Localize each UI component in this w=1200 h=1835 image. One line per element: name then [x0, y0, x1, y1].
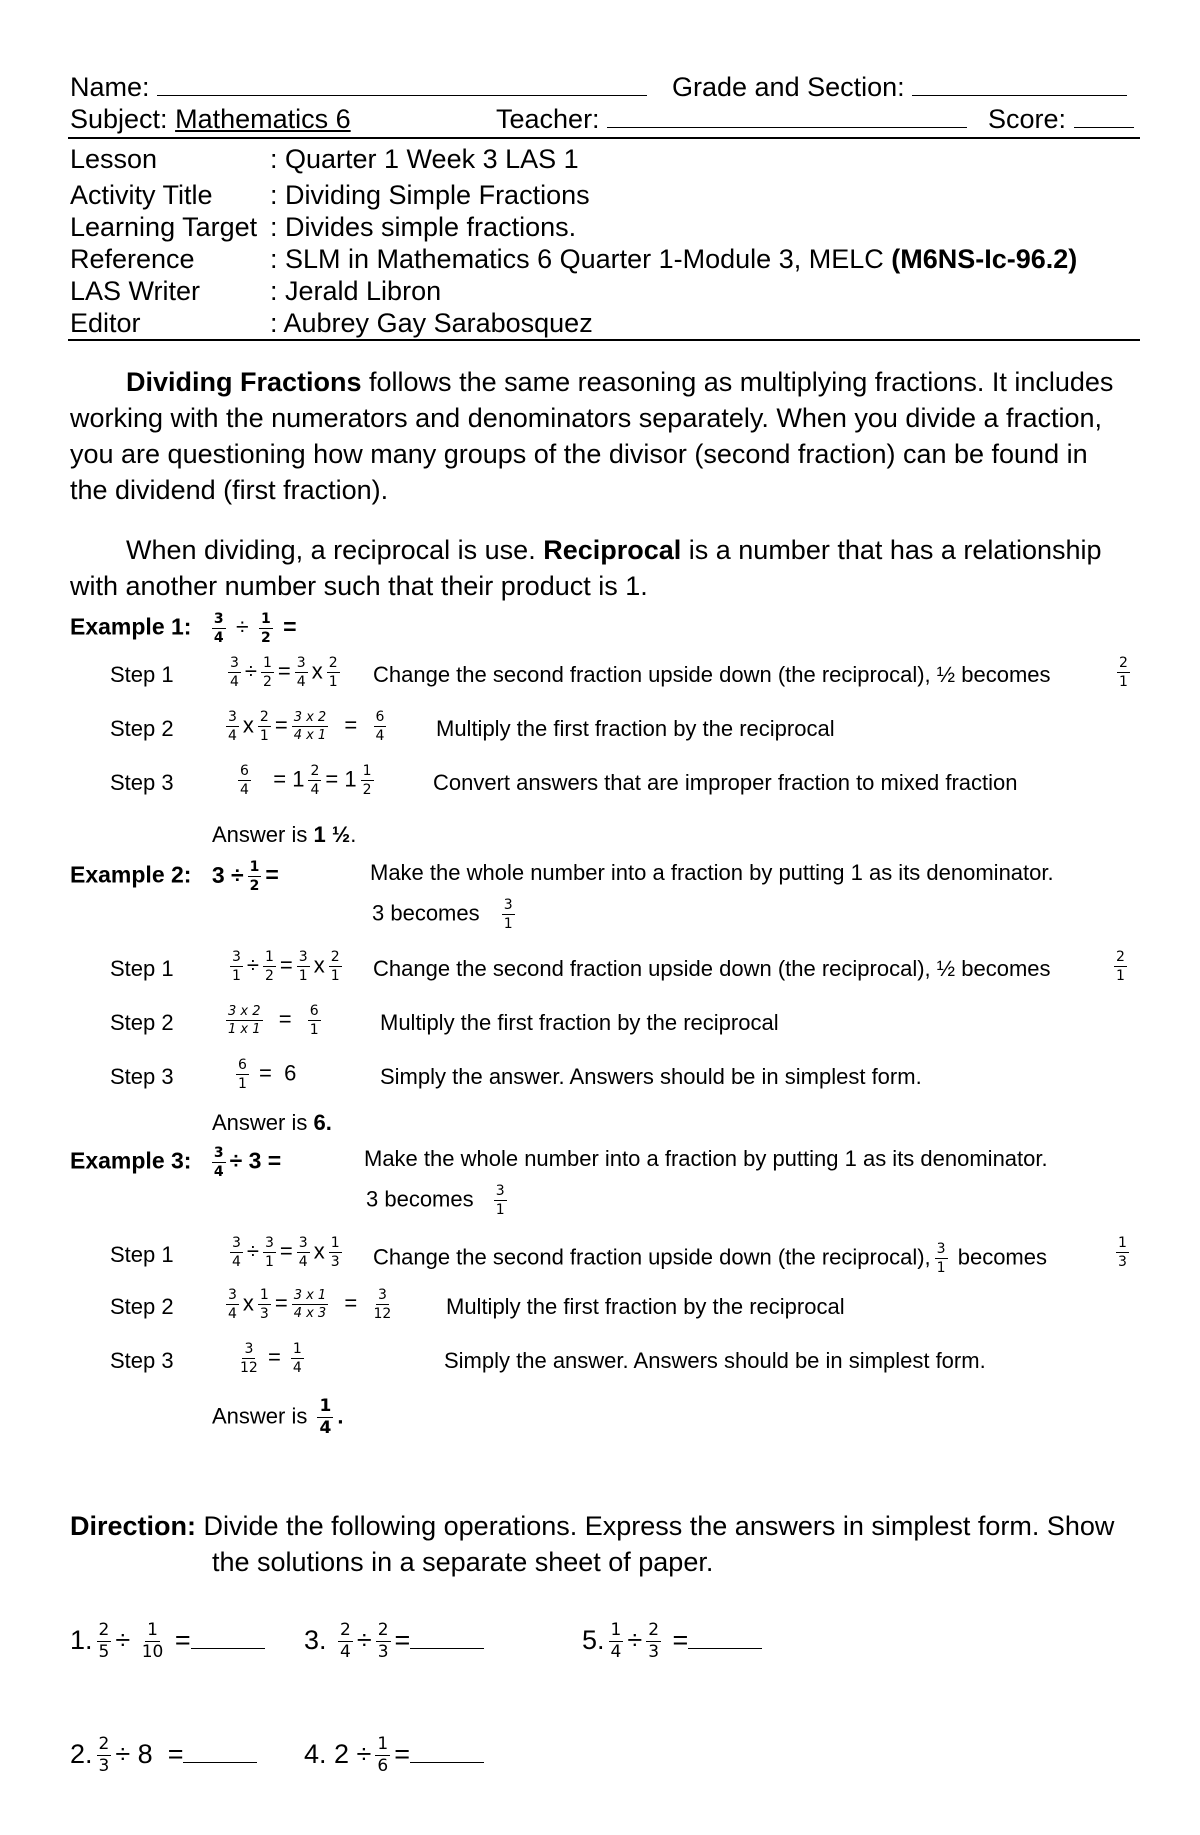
- score-label: Score:: [988, 104, 1067, 134]
- ex3-answer: Answer is $\frac{1}{4}$ .: [212, 1396, 344, 1438]
- info-row: Lesson : Quarter 1 Week 3 LAS 1: [70, 144, 579, 174]
- grade-label: Grade and Section:: [672, 72, 905, 102]
- problem-3: 3. $\frac{2}{4}$ ÷ $\frac{2}{3}$ =: [304, 1622, 484, 1661]
- problem-4: 4. 2 ÷ $\frac{1}{6}$ =: [304, 1736, 484, 1775]
- subject-label: Subject:: [70, 104, 168, 134]
- ex3-step3-label: Step 3: [110, 1348, 174, 1373]
- ex2-whole-desc: Make the whole number into a fraction by putting 1 as its denominator.: [370, 860, 1054, 885]
- ex3-step2-desc: Multiply the first fraction by the reciprocal: [446, 1294, 845, 1319]
- score-field[interactable]: [1074, 127, 1134, 128]
- ex3-whole-desc: Make the whole number into a fraction by putting 1 as its denominator.: [364, 1146, 1048, 1171]
- name-field[interactable]: [157, 95, 647, 96]
- ex1-step3-label: Step 3: [110, 770, 174, 795]
- ex3-step1-expr: $\frac{3}{4}$ ÷ $\frac{3}{1}$ = $\frac{3}{4}$ x $\frac{1}{3}$: [232, 1235, 340, 1270]
- ex2-step2-expr: $\frac{3 x 2}{1 x 1}$ = $\frac{6}{1}$: [228, 1003, 319, 1038]
- info-row: Editor : Aubrey Gay Sarabosquez: [70, 308, 593, 338]
- ex1-step3-desc: Convert answers that are improper fraction to mixed fraction: [433, 770, 1018, 795]
- info-row: Reference : SLM in Mathematics 6 Quarter 1-Module 3, MELC (M6NS-Ic-96.2): [70, 244, 1078, 274]
- ex3-step1-label: Step 1: [110, 1242, 174, 1267]
- example-2-heading: Example 2: 3 ÷ $\frac{1}{2}$ =: [70, 859, 279, 894]
- answer-field-5[interactable]: [688, 1648, 762, 1649]
- ex2-three-becomes: 3 becomes $\frac{3}{1}$: [372, 897, 513, 932]
- ex1-step1-result: $\frac{2}{1}$: [1119, 655, 1128, 690]
- answer-field-4[interactable]: [410, 1762, 484, 1763]
- ex1-step1-desc: Change the second fraction upside down (the reciprocal), ½ becomes: [373, 662, 1051, 687]
- teacher-label: Teacher:: [496, 104, 600, 134]
- teacher-field[interactable]: [607, 127, 967, 128]
- direction: Direction: Divide the following operations. Express the answers in simplest form. Show the solutions in a separate sheet of paper.: [70, 1511, 1115, 1577]
- header-divider: [68, 137, 1140, 139]
- ex2-step2-desc: Multiply the first fraction by the reciprocal: [380, 1010, 779, 1035]
- ex1-step2-desc: Multiply the first fraction by the reciprocal: [436, 716, 835, 741]
- name-row: [70, 72, 647, 103]
- name-label: Name:: [70, 72, 150, 102]
- ex2-step1-desc: Change the second fraction upside down (the reciprocal), ½ becomes: [373, 956, 1051, 981]
- answer-field-3[interactable]: [410, 1648, 484, 1649]
- subject-value: Mathematics 6: [175, 104, 351, 134]
- info-row: Activity Title : Dividing Simple Fractions: [70, 180, 590, 210]
- ex3-step1-desc: Change the second fraction upside down (the reciprocal), $\frac{3}{1}$ becomes: [373, 1241, 1047, 1276]
- answer-field-1[interactable]: [191, 1648, 265, 1649]
- ex2-step3-expr: $\frac{6}{1}$ = 6: [238, 1057, 297, 1092]
- example-1-heading: Example 1: $\frac{3}{4}$ ÷ $\frac{1}{2}$ =: [70, 611, 297, 646]
- ex1-step3-expr: $\frac{6}{4}$ = 1 $\frac{2}{4}$ = 1 $\frac{1}{2}$: [240, 763, 372, 798]
- ex2-step3-desc: Simply the answer. Answers should be in simplest form.: [380, 1064, 922, 1089]
- problem-2: 2. $\frac{2}{3}$ ÷ 8 =: [70, 1736, 257, 1775]
- ex1-step2-expr: $\frac{3}{4}$ x $\frac{2}{1}$ = $\frac{3 x 2}{4 x 1}$ = $\frac{6}{4}$: [228, 709, 385, 744]
- info-divider: [68, 339, 1140, 341]
- subject-row: [70, 104, 351, 135]
- teacher-row: [496, 104, 967, 135]
- intro-paragraph: Dividing Fractions follows the same reasoning as multiplying fractions. It includes working with the numerators and denominators separately. When you divide a fraction, you are questioning how many groups of the divisor (second fraction) can be found in the dividend (first fraction).: [70, 367, 1114, 505]
- ex1-step1-expr: $\frac{3}{4}$ ÷ $\frac{1}{2}$ = $\frac{3}{4}$ x $\frac{2}{1}$: [230, 655, 338, 690]
- problem-5: 5. $\frac{1}{4}$ ÷ $\frac{2}{3}$ =: [582, 1622, 762, 1661]
- answer-field-2[interactable]: [183, 1762, 257, 1763]
- ex3-step1-result: $\frac{1}{3}$: [1118, 1235, 1127, 1270]
- ex2-step1-result: $\frac{2}{1}$: [1116, 949, 1125, 984]
- example-3-heading: Example 3: $\frac{3}{4}$ ÷ 3 =: [70, 1145, 282, 1180]
- ex2-step1-expr: $\frac{3}{1}$ ÷ $\frac{1}{2}$ = $\frac{3}{1}$ x $\frac{2}{1}$: [232, 949, 340, 984]
- info-row: LAS Writer : Jerald Libron: [70, 276, 442, 306]
- ex3-step3-expr: $\frac{3}{12}$ = $\frac{1}{4}$: [240, 1341, 302, 1376]
- ex3-step2-label: Step 2: [110, 1294, 174, 1319]
- ex1-step1-label: Step 1: [110, 662, 174, 687]
- reciprocal-paragraph: When dividing, a reciprocal is use. Reciprocal is a number that has a relationship with another number such that their product is 1.: [70, 535, 1102, 601]
- grade-row: [672, 72, 1127, 103]
- ex2-answer: Answer is 6.: [212, 1110, 332, 1135]
- ex2-step3-label: Step 3: [110, 1064, 174, 1089]
- score-row: [988, 104, 1134, 135]
- problem-1: 1. $\frac{2}{5}$ ÷ $\frac{1}{10}$ =: [70, 1622, 265, 1661]
- ex3-step2-expr: $\frac{3}{4}$ x $\frac{1}{3}$ = $\frac{3 x 1}{4 x 3}$ = $\frac{3}{12}$: [228, 1287, 392, 1322]
- ex3-three-becomes: 3 becomes $\frac{3}{1}$: [366, 1183, 505, 1218]
- info-row: Learning Target : Divides simple fractions.: [70, 212, 577, 242]
- ex1-answer: Answer is 1 ½.: [212, 822, 357, 847]
- ex1-step2-label: Step 2: [110, 716, 174, 741]
- ex2-step1-label: Step 1: [110, 956, 174, 981]
- ex3-step3-desc: Simply the answer. Answers should be in simplest form.: [444, 1348, 986, 1373]
- grade-field[interactable]: [912, 95, 1127, 96]
- info-table: [70, 143, 1077, 339]
- ex2-step2-label: Step 2: [110, 1010, 174, 1035]
